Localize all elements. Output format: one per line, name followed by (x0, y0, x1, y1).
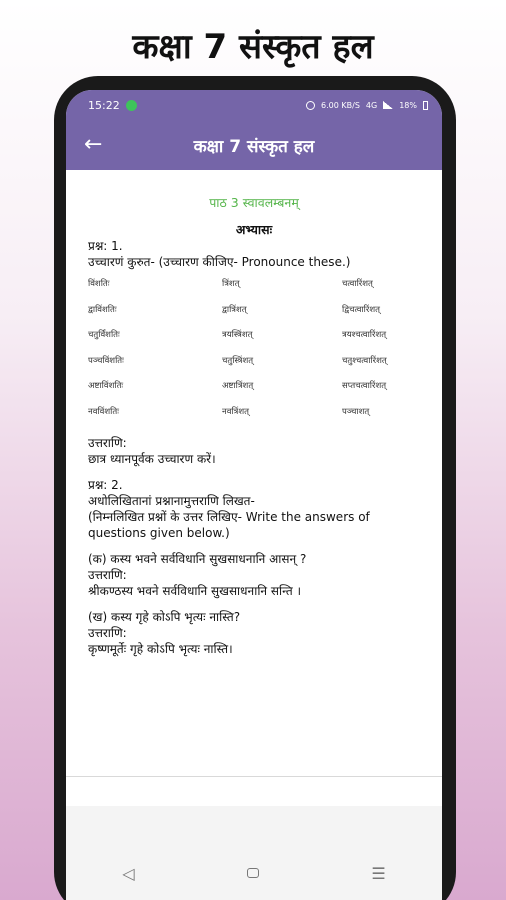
word-cell: विंशतिः (88, 279, 110, 289)
question-2-label: प्रश्न: 2. (88, 478, 123, 492)
word-cell: नवविंशतिः (88, 406, 119, 417)
answer-text: श्रीकण्ठस्य भवने सर्वविधानि सुखसाधनानि सन्ति । (88, 584, 302, 598)
alarm-icon (306, 101, 315, 110)
word-cell: त्रयश्चत्वारिंशत् (342, 330, 387, 340)
section-heading: अभ्यासः (235, 222, 273, 237)
status-bar (66, 90, 442, 120)
arrow-left-icon[interactable]: ← (84, 132, 103, 157)
word-cell: द्वात्रिंशत् (222, 304, 247, 315)
answer-label: उत्तराणि: (88, 626, 127, 640)
word-cell: द्वाविंशतिः (88, 304, 117, 315)
whatsapp-icon (126, 100, 137, 111)
word-cell: चत्वारिंशत् (342, 279, 373, 289)
word-cell: अष्टात्रिंशत् (222, 381, 254, 391)
lesson-title: पाठ 3 स्वावलम्बनम् (209, 195, 299, 210)
question-1-label: प्रश्न: 1. (88, 239, 123, 253)
promo-title: कक्षा 7 संस्कृत हल (132, 27, 374, 67)
nav-back-icon[interactable]: ◁ (122, 863, 135, 883)
question-2-hint: questions given below.) (88, 526, 230, 540)
data-speed: 6.00 KB/S (321, 100, 360, 110)
lesson-content (66, 194, 442, 657)
word-cell: चतुश्चत्वारिंशत् (342, 355, 387, 366)
question-1-text: उच्चारणं कुरुत- (उच्चारण कीजिए- Pronounce these.) (88, 255, 351, 269)
word-cell: चतुर्विंशतिः (88, 330, 120, 340)
word-cell: पञ्चविंशतिः (88, 355, 124, 366)
question-2-text: अधोलिखितानां प्रश्नानामुत्तराणि लिखत- (88, 494, 255, 508)
app-title: कक्षा 7 संस्कृत हल (193, 136, 315, 157)
answer-label: उत्तराणि: (88, 436, 127, 450)
system-nav-bar (66, 806, 442, 900)
battery-icon (423, 101, 428, 110)
footer-divider (66, 776, 442, 777)
network-type: 4G (365, 100, 378, 110)
sub-question-a: (क) कस्य भवने सर्वविधानि सुखसाधनानि आसन् ? (88, 552, 307, 566)
word-cell: द्विचत्वारिंशत् (342, 304, 380, 315)
status-time: 15:22 (88, 98, 120, 112)
word-cell: त्रयस्त्रिंशत् (222, 330, 253, 340)
word-cell: अष्टाविंशतिः (88, 381, 124, 391)
app-bar (66, 120, 442, 170)
answer-label: उत्तराणि: (88, 568, 127, 582)
battery-level: 18% (399, 100, 417, 110)
answer-text: कृष्णमूर्तेः गृहे कोऽपि भृत्यः नास्ति। (88, 642, 233, 656)
word-cell: सप्तचत्वारिंशत् (342, 381, 387, 391)
word-cell: चतुस्त्रिंशत् (222, 355, 254, 366)
word-cell: पञ्चाशत् (342, 406, 370, 417)
signal-icon (383, 101, 393, 109)
nav-recents-icon[interactable]: ☰ (371, 863, 386, 883)
word-table (88, 278, 420, 431)
answer-text: छात्र ध्यानपूर्वक उच्चारण करें। (88, 452, 216, 466)
cutoff-line (88, 798, 388, 804)
sub-question-b: (ख) कस्य गृहे कोऽपि भृत्यः नास्ति? (88, 610, 241, 624)
nav-home-icon[interactable] (247, 868, 259, 878)
phone-screen (66, 90, 442, 900)
word-cell: नवत्रिंशत् (222, 406, 249, 417)
word-cell: त्रिंशत् (222, 279, 240, 289)
question-2-hint: (निम्नलिखित प्रश्नों के उत्तर लिखिए- Write the answers of (88, 510, 370, 524)
